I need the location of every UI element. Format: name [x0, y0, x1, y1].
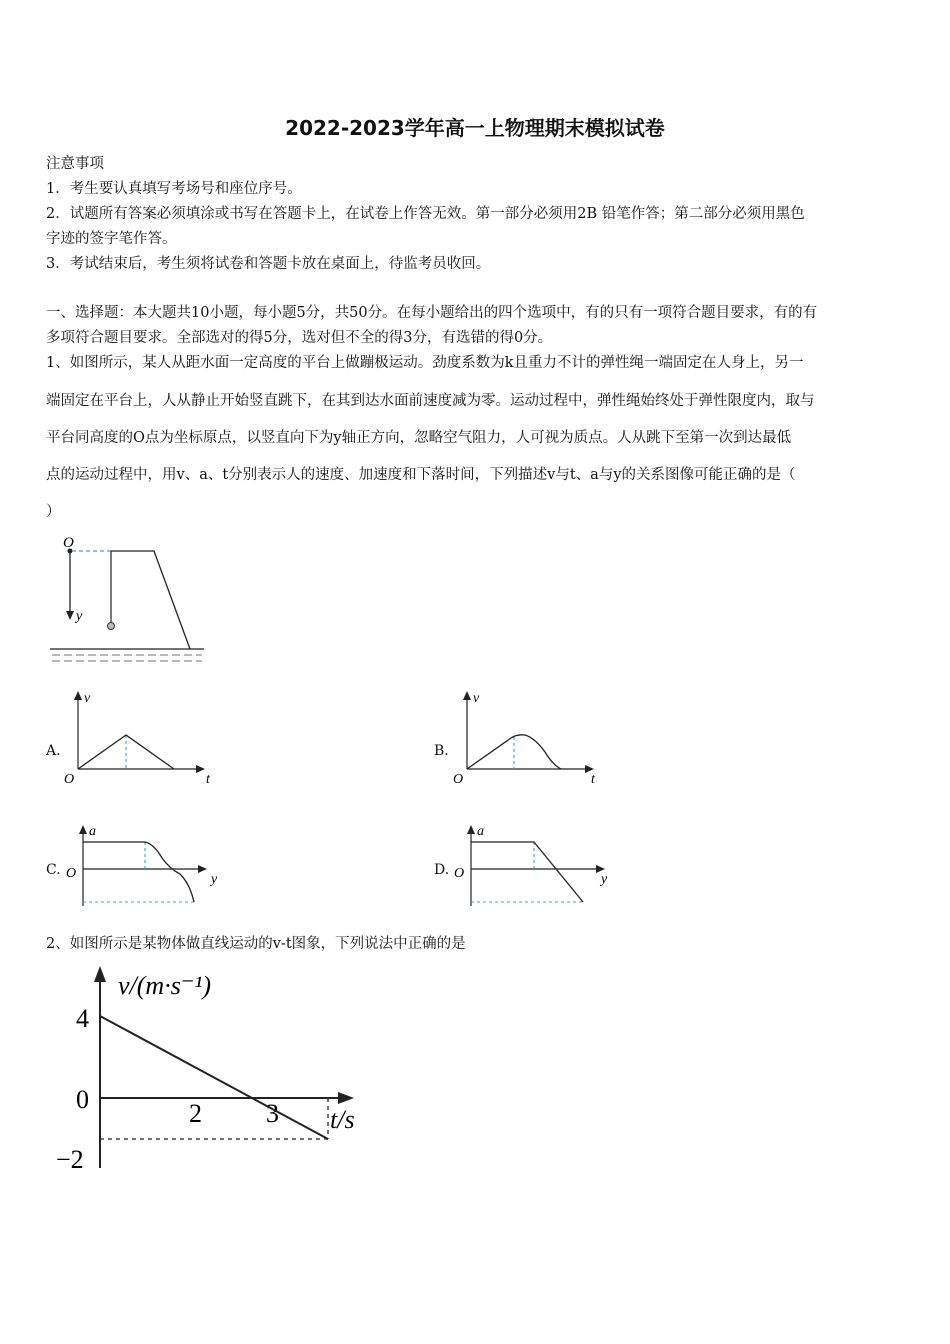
a-axis-arrow [79, 825, 87, 834]
x-tick-label: 2 [189, 1099, 202, 1128]
q2-text: 2、如图所示是某物体做直线运动的v-t图象，下列说法中正确的是 [46, 936, 466, 952]
origin-label: O [454, 866, 465, 881]
y-axis-label: a [89, 824, 96, 839]
origin-label: O [66, 866, 77, 881]
platform [111, 551, 190, 649]
y-tick-label: 4 [76, 1004, 89, 1033]
option-a-graph[interactable] [60, 688, 220, 788]
notice-heading: 注意事项 [46, 156, 104, 172]
y-tick-label: −2 [56, 1145, 84, 1174]
option-b-graph[interactable] [449, 688, 609, 788]
section-intro: 一、选择题：本大题共10小题，每小题5分，共50分。在每小题给出的四个选项中，有的只有一项符合题目要求，有的有 [46, 305, 818, 321]
y-axis-label: a [477, 824, 484, 839]
origin-label: O [453, 772, 464, 787]
x-axis-label: y [211, 872, 218, 887]
option-d-graph[interactable] [450, 822, 615, 912]
page-title: 2022-2023学年高一上物理期末模拟试卷 [285, 116, 665, 140]
y-axis-label: v/(m·s⁻¹) [118, 971, 211, 1000]
y-axis-label: v [84, 691, 91, 706]
v-axis-arrow [94, 966, 106, 982]
velocity-series-line [100, 1016, 328, 1139]
v-axis-arrow [74, 691, 82, 700]
q1-text: ） [46, 504, 61, 520]
option-c-label[interactable]: C. [46, 862, 61, 878]
notice-item: 字迹的签字笔作答。 [46, 231, 177, 247]
q1-text: 平台同高度的O点为坐标原点，以竖直向下为y轴正方向，忽略空气阻力，人可视为质点。人从跳下至第一次到达最低 [46, 430, 792, 446]
origin-label: O [64, 772, 75, 787]
q2-vt-chart [46, 960, 376, 1180]
section-intro: 多项符合题目要求。全部选对的得5分，选对但不全的得3分，有选错的得0分。 [46, 330, 553, 346]
x-axis-label: t [591, 772, 595, 787]
t-axis-arrow [196, 765, 205, 773]
x-axis-label: t [206, 772, 210, 787]
option-a-label[interactable]: A. [46, 743, 61, 759]
q1-text: 1、如图所示，某人从距水面一定高度的平台上做蹦极运动。劲度系数为k且重力不计的弹性绳一端固定在人身上，另一 [46, 355, 804, 371]
v-axis-arrow [463, 691, 471, 700]
y-axis-arrow [66, 611, 74, 620]
notice-item: 1．考生要认真填写考场号和座位序号。 [46, 181, 302, 197]
q1-text: 点的运动过程中，用v、a、t分别表示人的速度、加速度和下落时间，下列描述v与t、a与y的关系图像可能正确的是（ [46, 467, 796, 483]
t-axis-arrow [338, 1092, 354, 1104]
bungee-figure [44, 530, 214, 675]
x-axis-label: t/s [330, 1105, 355, 1134]
a-y-curve [83, 842, 194, 902]
q1-text: 端固定在平台上，人从静止开始竖直跳下，在其到达水面前速度减为零。运动过程中，弹性绳始终处于弹性限度内，取与 [46, 393, 815, 409]
person-point [108, 623, 115, 630]
notice-item: 2．试题所有答案必须填涂或书写在答题卡上，在试卷上作答无效。第一部分必须用2B 铅笔作答；第二部分必须用黑色 [46, 206, 805, 222]
x-tick-label: 3 [266, 1099, 279, 1128]
v-t-curve [78, 735, 174, 769]
y-axis-arrow [198, 865, 207, 873]
option-d-label[interactable]: D. [434, 862, 450, 878]
a-axis-arrow [467, 825, 475, 834]
y-axis-label: y [76, 609, 83, 624]
x-axis-label: y [601, 872, 608, 887]
y-tick-label: 0 [76, 1085, 89, 1114]
option-b-label[interactable]: B. [434, 743, 449, 759]
notice-item: 3．考试结束后，考生须将试卷和答题卡放在桌面上，待监考员收回。 [46, 256, 491, 272]
origin-label: O [63, 535, 74, 551]
a-y-curve [471, 842, 583, 902]
y-axis-label: v [473, 691, 480, 706]
option-c-graph[interactable] [62, 822, 222, 912]
